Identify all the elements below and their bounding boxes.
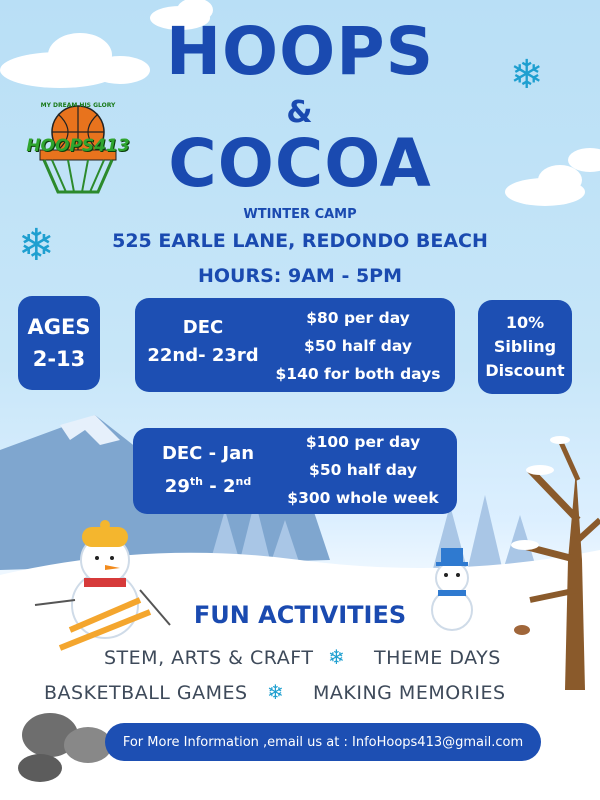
contact-banner (105, 723, 541, 761)
price-half-day: $50 half day (304, 337, 412, 355)
snowflake-icon: ❄ (328, 645, 345, 669)
session-dec-box (135, 298, 455, 392)
discount-word-discount: Discount (485, 361, 565, 380)
activities-heading: FUN ACTIVITIES (193, 601, 407, 629)
snowflake-icon: ❄ (18, 220, 55, 271)
session-month: DEC (182, 317, 224, 338)
logo-name: HOOPS413 (26, 136, 130, 156)
title-ampersand: & (286, 95, 314, 130)
discount-percent: 10% (505, 313, 545, 332)
session-prices (265, 304, 451, 388)
subtitle: WTINTER CAMP (243, 207, 357, 222)
price-whole-week: $300 whole week (287, 489, 439, 507)
discount-word-sibling: Sibling (493, 337, 557, 356)
price-both-days: $140 for both days (275, 365, 441, 383)
activity-item: THEME DAYS (374, 647, 501, 669)
session-month: DEC - Jan (161, 443, 255, 464)
price-per-day: $100 per day (305, 433, 421, 451)
ages-label: AGES (27, 315, 91, 339)
activity-item: MAKING MEMORIES (313, 682, 506, 704)
sibling-discount-box (478, 300, 572, 394)
price-half-day: $50 half day (309, 461, 417, 479)
title-cocoa: COCOA (168, 125, 432, 202)
activity-item: BASKETBALL GAMES (44, 682, 248, 704)
session-prices (273, 428, 453, 512)
activity-item: STEM, ARTS & CRAFT (104, 647, 314, 669)
snowflake-icon: ❄ (510, 52, 544, 98)
contact-text: For More Information ,email us at : InfoHoops413@gmail.com (122, 734, 524, 750)
logo-arc-text: MY DREAM HIS GLORY (40, 102, 116, 109)
session-days: 22nd- 23rd (147, 345, 259, 366)
title-hoops: HOOPS (165, 13, 435, 90)
hours: HOURS: 9AM - 5PM (197, 265, 402, 287)
session-dates (143, 440, 273, 501)
price-per-day: $80 per day (306, 309, 410, 327)
session-dec-jan-box (133, 428, 457, 514)
session-dates (143, 314, 263, 370)
ages-range: 2-13 (32, 347, 86, 371)
snowflake-icon: ❄ (267, 680, 284, 704)
ages-box (18, 296, 100, 390)
address: 525 EARLE LANE, REDONDO BEACH (112, 230, 488, 252)
session-days: 29th - 2nd (164, 475, 252, 497)
